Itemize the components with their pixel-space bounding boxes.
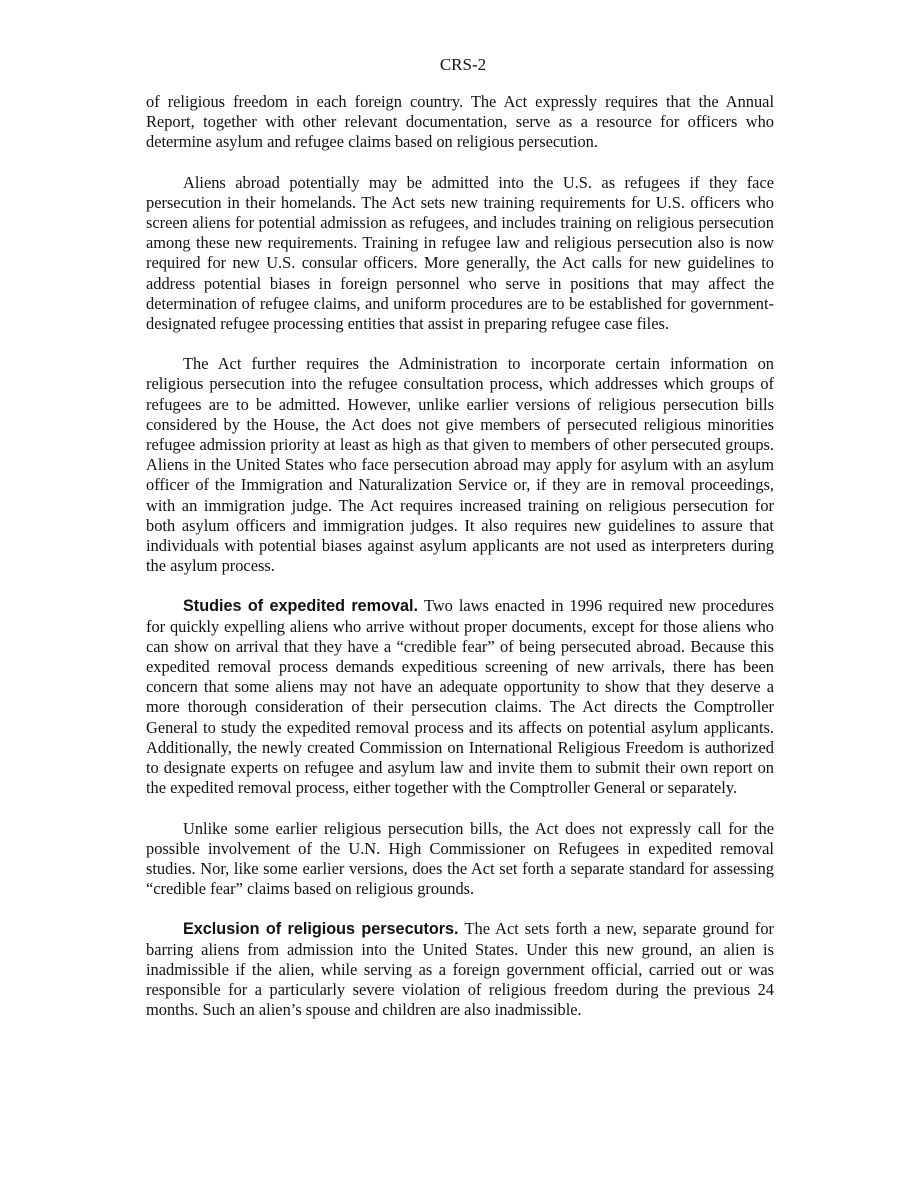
- paragraph-annual-report: [146, 92, 774, 153]
- document-page: [146, 54, 774, 1040]
- paragraph-text: Two laws enacted in 1996 required new procedures for quickly expelling aliens who arrive without proper documents, except for those aliens who can show on arrival that they have a “credible fear” of being persecuted abroad. Because this expedited removal process demands expeditious screening of new arrivals, there has been concern that some aliens may not have an adequate opportunity to show that they deserve a more thorough consideration of their persecution claims. The Act directs the Comptroller General to study the expedited removal process and its affects on potential asylum applicants. Additionally, the newly created Commission on International Religious Freedom is authorized to designate experts on refugee and asylum law and invite them to submit their own report on the expedited removal process, either together with the Comptroller General or separately.: [146, 596, 774, 798]
- paragraph-unhcr-involvement: [146, 819, 774, 900]
- section-heading-exclusion: Exclusion of religious persecutors.: [183, 920, 459, 939]
- paragraph-text: Aliens abroad potentially may be admitted into the U.S. as refugees if they face persecution in their homelands. The Act sets new training requirements for U.S. officers who screen aliens for potential admission as refugees, and includes training on religious persecution among these new requirements. Training in refugee law and religious persecution also is now required for new U.S. consular officers. More generally, the Act calls for new guidelines to address potential biases in foreign personnel who serve in positions that may affect the determination of refugee claims, and uniform procedures are to be established for government-designated refugee processing entities that assist in preparing refugee case files.: [146, 172, 774, 334]
- paragraph-text: The Act further requires the Administration to incorporate certain information on religious persecution into the refugee consultation process, which addresses which groups of refugees are to be admitted. However, unlike earlier versions of religious persecution bills considered by the House, the Act does not give members of persecuted religious minorities refugee admission priority at least as high as that given to members of other persecuted groups. Aliens in the United States who face persecution abroad may apply for asylum with an asylum officer of the Immigration and Naturalization Service or, if they are in removal proceedings, with an immigration judge. The Act requires increased training on religious persecution for both asylum officers and immigration judges. It also requires new guidelines to assure that individuals with potential biases against asylum applicants are not used as interpreters during the asylum process.: [146, 354, 774, 576]
- paragraph-exclusion-persecutors: [146, 919, 774, 1020]
- page-number: CRS-2: [439, 55, 487, 74]
- paragraph-text: of religious freedom in each foreign country. The Act expressly requires that the Annual Report, together with other relevant documentation, serve as a resource for officers who determine asylum and refugee claims based on religious persecution.: [146, 92, 774, 152]
- paragraph-text: Unlike some earlier religious persecution bills, the Act does not expressly call for the possible involvement of the U.N. High Commissioner on Refugees in expedited removal studies. Nor, like some earlier versions, does the Act set forth a separate standard for assessing “credible fear” claims based on religious grounds.: [146, 818, 774, 899]
- paragraph-refugees-abroad: [146, 173, 774, 335]
- section-heading-expedited-removal: Studies of expedited removal.: [183, 597, 418, 616]
- paragraph-text: The Act sets forth a new, separate ground for barring aliens from admission into the United States. Under this new ground, an alien is inadmissible if the alien, while serving as a foreign government official, carried out or was responsible for a particularly severe violation of religious freedom during the previous 24 months. Such an alien’s spouse and children are also inadmissible.: [146, 919, 774, 1020]
- paragraph-refugee-consultation: [146, 354, 774, 576]
- paragraph-expedited-removal: [146, 596, 774, 798]
